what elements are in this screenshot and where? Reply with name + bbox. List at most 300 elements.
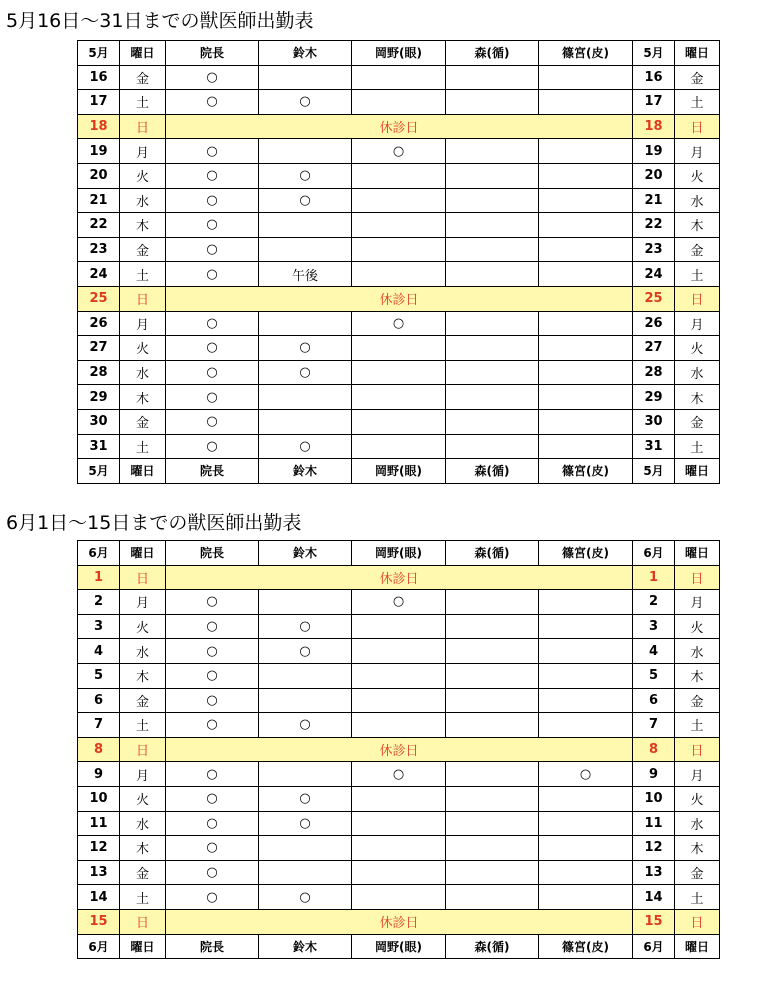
suzuki-mark: ○ xyxy=(259,90,352,115)
day-cell-right: 27 xyxy=(633,336,675,361)
director-mark: ○ xyxy=(166,65,259,90)
table-row xyxy=(78,262,720,287)
weekday-cell-right: 木 xyxy=(675,213,720,238)
okano-mark: ○ xyxy=(352,139,446,164)
table-row xyxy=(78,385,720,410)
director-mark: ○ xyxy=(166,786,259,811)
shinomiya-mark xyxy=(539,188,633,213)
director-mark: ○ xyxy=(166,614,259,639)
suzuki-mark: ○ xyxy=(259,639,352,664)
mori-mark xyxy=(446,188,539,213)
weekday-cell-right: 金 xyxy=(675,237,720,262)
month-header-right: 5月 xyxy=(633,41,675,66)
schedule-title-may: 5月16日～31日までの獣医師出勤表 xyxy=(6,10,314,32)
shinomiya-mark xyxy=(539,811,633,836)
shinomiya-mark xyxy=(539,311,633,336)
weekday-cell-right: 土 xyxy=(675,262,720,287)
director-mark: ○ xyxy=(166,762,259,787)
table-row xyxy=(78,213,720,238)
suzuki-mark xyxy=(259,688,352,713)
table-row xyxy=(78,713,720,738)
okano-header: 岡野(眼) xyxy=(352,541,446,566)
weekday-cell-right: 日 xyxy=(675,114,720,139)
weekday-cell: 土 xyxy=(120,713,166,738)
day-cell: 14 xyxy=(78,885,120,910)
table-row xyxy=(78,860,720,885)
day-cell-right: 6 xyxy=(633,688,675,713)
shinomiya-mark xyxy=(539,237,633,262)
day-cell: 28 xyxy=(78,360,120,385)
month-header: 6月 xyxy=(78,541,120,566)
mori-mark xyxy=(446,786,539,811)
suzuki-mark xyxy=(259,590,352,615)
okano-header: 岡野(眼) xyxy=(352,934,446,959)
shinomiya-mark xyxy=(539,409,633,434)
schedule-table-june xyxy=(77,540,720,959)
holiday-row xyxy=(78,909,720,934)
suzuki-mark xyxy=(259,65,352,90)
day-cell: 12 xyxy=(78,836,120,861)
director-mark: ○ xyxy=(166,811,259,836)
day-cell-right: 11 xyxy=(633,811,675,836)
mori-header: 森(循) xyxy=(446,934,539,959)
mori-mark xyxy=(446,385,539,410)
table-row xyxy=(78,688,720,713)
weekday-cell-right: 火 xyxy=(675,614,720,639)
table-row xyxy=(78,836,720,861)
shinomiya-header: 篠宮(皮) xyxy=(539,459,633,484)
weekday-cell-right: 水 xyxy=(675,639,720,664)
okano-mark xyxy=(352,860,446,885)
director-mark: ○ xyxy=(166,836,259,861)
weekday-cell-right: 月 xyxy=(675,590,720,615)
director-mark: ○ xyxy=(166,434,259,459)
weekday-cell-right: 火 xyxy=(675,336,720,361)
okano-mark xyxy=(352,237,446,262)
suzuki-header: 鈴木 xyxy=(259,459,352,484)
day-cell: 15 xyxy=(78,909,120,934)
day-cell: 13 xyxy=(78,860,120,885)
weekday-cell: 木 xyxy=(120,213,166,238)
suzuki-mark xyxy=(259,860,352,885)
weekday-cell: 土 xyxy=(120,885,166,910)
day-cell-right: 7 xyxy=(633,713,675,738)
suzuki-header: 鈴木 xyxy=(259,541,352,566)
day-cell-right: 5 xyxy=(633,663,675,688)
day-cell: 8 xyxy=(78,737,120,762)
day-cell-right: 13 xyxy=(633,860,675,885)
holiday-row xyxy=(78,286,720,311)
weekday-cell: 木 xyxy=(120,836,166,861)
weekday-cell-right: 土 xyxy=(675,885,720,910)
suzuki-mark: ○ xyxy=(259,713,352,738)
table-row xyxy=(78,663,720,688)
director-mark: ○ xyxy=(166,90,259,115)
day-cell-right: 19 xyxy=(633,139,675,164)
weekday-header: 曜日 xyxy=(120,934,166,959)
weekday-cell: 水 xyxy=(120,639,166,664)
closed-day-label: 休診日 xyxy=(166,565,633,590)
director-mark: ○ xyxy=(166,360,259,385)
day-cell: 23 xyxy=(78,237,120,262)
day-cell: 21 xyxy=(78,188,120,213)
weekday-cell: 日 xyxy=(120,565,166,590)
suzuki-mark: ○ xyxy=(259,786,352,811)
mori-mark xyxy=(446,639,539,664)
day-cell-right: 17 xyxy=(633,90,675,115)
day-cell-right: 16 xyxy=(633,65,675,90)
okano-mark xyxy=(352,811,446,836)
day-cell-right: 22 xyxy=(633,213,675,238)
okano-mark xyxy=(352,409,446,434)
suzuki-mark xyxy=(259,409,352,434)
director-mark: ○ xyxy=(166,860,259,885)
day-cell-right: 25 xyxy=(633,286,675,311)
table-row xyxy=(78,360,720,385)
mori-mark xyxy=(446,90,539,115)
okano-mark xyxy=(352,639,446,664)
suzuki-mark xyxy=(259,762,352,787)
table-row xyxy=(78,237,720,262)
mori-mark xyxy=(446,434,539,459)
holiday-row xyxy=(78,114,720,139)
weekday-cell-right: 金 xyxy=(675,65,720,90)
weekday-cell: 日 xyxy=(120,114,166,139)
shinomiya-header: 篠宮(皮) xyxy=(539,934,633,959)
director-mark: ○ xyxy=(166,311,259,336)
weekday-cell-right: 月 xyxy=(675,311,720,336)
okano-mark xyxy=(352,188,446,213)
shinomiya-mark xyxy=(539,336,633,361)
table-row xyxy=(78,311,720,336)
suzuki-mark xyxy=(259,237,352,262)
weekday-cell: 金 xyxy=(120,65,166,90)
shinomiya-mark xyxy=(539,360,633,385)
director-mark: ○ xyxy=(166,188,259,213)
day-cell-right: 18 xyxy=(633,114,675,139)
table-row xyxy=(78,639,720,664)
mori-mark xyxy=(446,713,539,738)
suzuki-mark xyxy=(259,139,352,164)
table-row xyxy=(78,786,720,811)
mori-mark xyxy=(446,336,539,361)
director-header: 院長 xyxy=(166,459,259,484)
mori-header: 森(循) xyxy=(446,459,539,484)
mori-mark xyxy=(446,836,539,861)
okano-header: 岡野(眼) xyxy=(352,459,446,484)
table-row xyxy=(78,614,720,639)
weekday-cell: 金 xyxy=(120,860,166,885)
shinomiya-mark xyxy=(539,65,633,90)
day-cell-right: 2 xyxy=(633,590,675,615)
day-cell: 3 xyxy=(78,614,120,639)
header-row xyxy=(78,541,720,566)
day-cell-right: 24 xyxy=(633,262,675,287)
day-cell-right: 12 xyxy=(633,836,675,861)
shinomiya-mark xyxy=(539,713,633,738)
day-cell-right: 10 xyxy=(633,786,675,811)
weekday-cell: 木 xyxy=(120,663,166,688)
suzuki-mark xyxy=(259,663,352,688)
weekday-cell: 金 xyxy=(120,409,166,434)
day-cell: 18 xyxy=(78,114,120,139)
director-header: 院長 xyxy=(166,541,259,566)
suzuki-mark: ○ xyxy=(259,336,352,361)
shinomiya-mark xyxy=(539,262,633,287)
day-cell: 1 xyxy=(78,565,120,590)
shinomiya-mark xyxy=(539,836,633,861)
shinomiya-mark xyxy=(539,639,633,664)
day-cell-right: 1 xyxy=(633,565,675,590)
director-mark: ○ xyxy=(166,237,259,262)
table-row xyxy=(78,811,720,836)
day-cell: 25 xyxy=(78,286,120,311)
shinomiya-mark xyxy=(539,663,633,688)
okano-mark: ○ xyxy=(352,590,446,615)
okano-mark xyxy=(352,434,446,459)
mori-header: 森(循) xyxy=(446,541,539,566)
closed-day-label: 休診日 xyxy=(166,909,633,934)
mori-mark xyxy=(446,262,539,287)
suzuki-mark xyxy=(259,213,352,238)
director-mark: ○ xyxy=(166,713,259,738)
day-cell-right: 30 xyxy=(633,409,675,434)
weekday-header-right: 曜日 xyxy=(675,934,720,959)
header-row xyxy=(78,41,720,66)
okano-mark xyxy=(352,262,446,287)
suzuki-mark: ○ xyxy=(259,434,352,459)
mori-mark xyxy=(446,663,539,688)
schedule-title-june: 6月1日～15日までの獣医師出勤表 xyxy=(6,512,302,534)
footer-row xyxy=(78,934,720,959)
director-mark: ○ xyxy=(166,688,259,713)
okano-mark xyxy=(352,713,446,738)
day-cell: 9 xyxy=(78,762,120,787)
table-row xyxy=(78,90,720,115)
day-cell: 26 xyxy=(78,311,120,336)
weekday-cell: 月 xyxy=(120,762,166,787)
mori-mark xyxy=(446,311,539,336)
weekday-header: 曜日 xyxy=(120,41,166,66)
director-mark: ○ xyxy=(166,385,259,410)
suzuki-header: 鈴木 xyxy=(259,41,352,66)
month-header-right: 5月 xyxy=(633,459,675,484)
weekday-cell-right: 木 xyxy=(675,385,720,410)
month-header: 5月 xyxy=(78,459,120,484)
weekday-cell: 土 xyxy=(120,434,166,459)
table-row xyxy=(78,590,720,615)
shinomiya-mark xyxy=(539,434,633,459)
mori-mark xyxy=(446,885,539,910)
mori-header: 森(循) xyxy=(446,41,539,66)
weekday-cell: 日 xyxy=(120,909,166,934)
suzuki-mark: ○ xyxy=(259,163,352,188)
suzuki-mark: ○ xyxy=(259,188,352,213)
weekday-cell: 月 xyxy=(120,590,166,615)
okano-mark xyxy=(352,385,446,410)
shinomiya-mark: ○ xyxy=(539,762,633,787)
weekday-cell-right: 水 xyxy=(675,360,720,385)
shinomiya-mark xyxy=(539,860,633,885)
weekday-cell-right: 木 xyxy=(675,836,720,861)
weekday-cell-right: 金 xyxy=(675,409,720,434)
okano-mark xyxy=(352,663,446,688)
day-cell: 7 xyxy=(78,713,120,738)
closed-day-label: 休診日 xyxy=(166,737,633,762)
mori-mark xyxy=(446,614,539,639)
suzuki-mark: ○ xyxy=(259,885,352,910)
table-row xyxy=(78,762,720,787)
weekday-cell-right: 月 xyxy=(675,762,720,787)
shinomiya-mark xyxy=(539,590,633,615)
day-cell: 6 xyxy=(78,688,120,713)
okano-mark xyxy=(352,336,446,361)
director-mark: ○ xyxy=(166,262,259,287)
director-mark: ○ xyxy=(166,885,259,910)
weekday-cell-right: 水 xyxy=(675,188,720,213)
table-row xyxy=(78,336,720,361)
okano-mark xyxy=(352,688,446,713)
day-cell-right: 4 xyxy=(633,639,675,664)
weekday-cell: 月 xyxy=(120,311,166,336)
day-cell: 4 xyxy=(78,639,120,664)
table-row xyxy=(78,885,720,910)
suzuki-mark: ○ xyxy=(259,360,352,385)
shinomiya-mark xyxy=(539,385,633,410)
suzuki-mark: 午後 xyxy=(259,262,352,287)
director-mark: ○ xyxy=(166,336,259,361)
day-cell: 29 xyxy=(78,385,120,410)
day-cell-right: 29 xyxy=(633,385,675,410)
day-cell: 16 xyxy=(78,65,120,90)
holiday-row xyxy=(78,565,720,590)
weekday-cell-right: 土 xyxy=(675,434,720,459)
okano-mark xyxy=(352,885,446,910)
weekday-header: 曜日 xyxy=(120,459,166,484)
day-cell: 17 xyxy=(78,90,120,115)
weekday-header-right: 曜日 xyxy=(675,41,720,66)
day-cell-right: 31 xyxy=(633,434,675,459)
day-cell-right: 20 xyxy=(633,163,675,188)
weekday-cell: 日 xyxy=(120,737,166,762)
day-cell-right: 9 xyxy=(633,762,675,787)
weekday-cell-right: 日 xyxy=(675,565,720,590)
okano-mark: ○ xyxy=(352,311,446,336)
shinomiya-mark xyxy=(539,213,633,238)
okano-mark xyxy=(352,213,446,238)
okano-mark xyxy=(352,360,446,385)
director-mark: ○ xyxy=(166,663,259,688)
day-cell: 20 xyxy=(78,163,120,188)
day-cell: 11 xyxy=(78,811,120,836)
weekday-cell: 日 xyxy=(120,286,166,311)
table-row xyxy=(78,139,720,164)
day-cell: 19 xyxy=(78,139,120,164)
weekday-cell: 水 xyxy=(120,188,166,213)
closed-day-label: 休診日 xyxy=(166,114,633,139)
mori-mark xyxy=(446,163,539,188)
suzuki-mark xyxy=(259,385,352,410)
day-cell: 31 xyxy=(78,434,120,459)
mori-mark xyxy=(446,360,539,385)
month-header-right: 6月 xyxy=(633,541,675,566)
weekday-cell-right: 土 xyxy=(675,90,720,115)
weekday-header-right: 曜日 xyxy=(675,541,720,566)
month-header: 5月 xyxy=(78,41,120,66)
okano-mark xyxy=(352,163,446,188)
month-header-right: 6月 xyxy=(633,934,675,959)
director-header: 院長 xyxy=(166,41,259,66)
table-row xyxy=(78,434,720,459)
shinomiya-header: 篠宮(皮) xyxy=(539,541,633,566)
okano-mark xyxy=(352,836,446,861)
schedule-table-may xyxy=(77,40,720,484)
weekday-cell-right: 日 xyxy=(675,909,720,934)
closed-day-label: 休診日 xyxy=(166,286,633,311)
weekday-cell: 土 xyxy=(120,90,166,115)
mori-mark xyxy=(446,213,539,238)
weekday-cell-right: 金 xyxy=(675,860,720,885)
okano-mark: ○ xyxy=(352,762,446,787)
table-row xyxy=(78,409,720,434)
weekday-cell-right: 土 xyxy=(675,713,720,738)
suzuki-mark xyxy=(259,311,352,336)
weekday-header-right: 曜日 xyxy=(675,459,720,484)
director-mark: ○ xyxy=(166,163,259,188)
weekday-cell: 土 xyxy=(120,262,166,287)
table-row xyxy=(78,163,720,188)
day-cell: 27 xyxy=(78,336,120,361)
day-cell-right: 15 xyxy=(633,909,675,934)
shinomiya-mark xyxy=(539,885,633,910)
mori-mark xyxy=(446,688,539,713)
day-cell: 10 xyxy=(78,786,120,811)
weekday-cell-right: 水 xyxy=(675,811,720,836)
mori-mark xyxy=(446,811,539,836)
shinomiya-header: 篠宮(皮) xyxy=(539,41,633,66)
mori-mark xyxy=(446,139,539,164)
table-row xyxy=(78,188,720,213)
weekday-header: 曜日 xyxy=(120,541,166,566)
weekday-cell: 火 xyxy=(120,786,166,811)
shinomiya-mark xyxy=(539,163,633,188)
day-cell: 24 xyxy=(78,262,120,287)
day-cell-right: 3 xyxy=(633,614,675,639)
director-header: 院長 xyxy=(166,934,259,959)
weekday-cell: 水 xyxy=(120,360,166,385)
weekday-cell: 火 xyxy=(120,336,166,361)
weekday-cell: 木 xyxy=(120,385,166,410)
weekday-cell-right: 日 xyxy=(675,737,720,762)
weekday-cell-right: 木 xyxy=(675,663,720,688)
mori-mark xyxy=(446,409,539,434)
mori-mark xyxy=(446,762,539,787)
weekday-cell-right: 金 xyxy=(675,688,720,713)
weekday-cell-right: 月 xyxy=(675,139,720,164)
weekday-cell-right: 日 xyxy=(675,286,720,311)
day-cell-right: 28 xyxy=(633,360,675,385)
suzuki-mark: ○ xyxy=(259,614,352,639)
director-mark: ○ xyxy=(166,213,259,238)
shinomiya-mark xyxy=(539,90,633,115)
okano-mark xyxy=(352,786,446,811)
okano-mark xyxy=(352,65,446,90)
weekday-cell-right: 火 xyxy=(675,163,720,188)
mori-mark xyxy=(446,590,539,615)
mori-mark xyxy=(446,237,539,262)
weekday-cell-right: 火 xyxy=(675,786,720,811)
shinomiya-mark xyxy=(539,688,633,713)
